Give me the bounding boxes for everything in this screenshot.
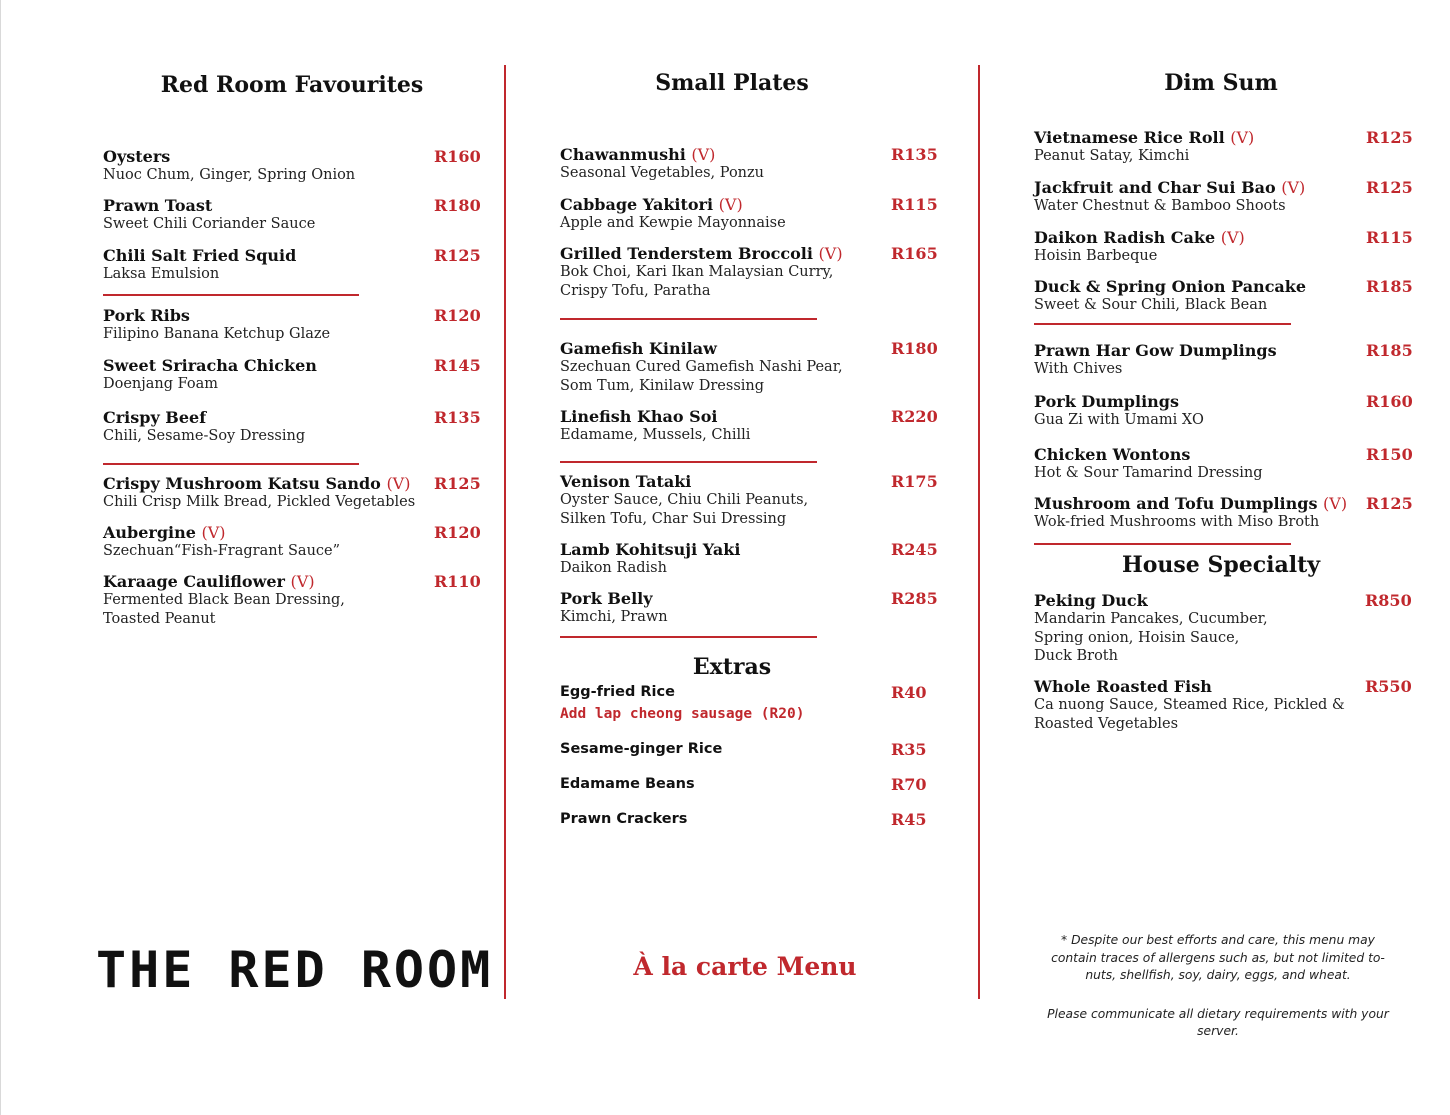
- item-price: R135: [891, 145, 938, 164]
- item-description: Duck Broth: [1034, 648, 1118, 664]
- restaurant-logo: THE RED ROOM: [96, 941, 494, 999]
- vegetarian-badge: (V): [201, 523, 226, 542]
- vegetarian-badge: (V): [1230, 128, 1255, 147]
- item-description: Sweet & Sour Chili, Black Bean: [1034, 297, 1268, 313]
- column-divider-left: [504, 65, 506, 999]
- extra-item-sesame-ginger-rice: [560, 740, 932, 759]
- page-edge: [0, 0, 1, 1115]
- section-divider: [1034, 543, 1291, 545]
- item-description: Szechuan“Fish-Fragrant Sauce”: [103, 543, 341, 559]
- item-name: Prawn Har Gow Dumplings: [1034, 341, 1277, 360]
- item-description: Chili, Sesame-Soy Dressing: [103, 428, 306, 444]
- menu-item-cabbage-yakitori: [560, 195, 938, 233]
- item-price: R550: [1365, 677, 1412, 696]
- item-price: R125: [1366, 178, 1413, 197]
- menu-item-har-gow: [1034, 341, 1413, 379]
- item-price: R145: [434, 356, 481, 375]
- menu-item-gamefish-kinilaw: [560, 339, 938, 395]
- menu-item-peking-duck: [1034, 591, 1410, 666]
- section-divider: [103, 294, 359, 296]
- item-name: Crispy Mushroom Katsu Sando: [103, 474, 381, 493]
- item-name: Grilled Tenderstem Broccoli: [560, 244, 813, 263]
- section-divider: [560, 636, 817, 638]
- item-price: R150: [1366, 445, 1413, 464]
- item-name: Peking Duck: [1034, 591, 1148, 610]
- item-price: R135: [434, 408, 481, 427]
- allergen-disclaimer: [1040, 932, 1396, 1062]
- menu-item-sriracha-chicken: [103, 356, 481, 394]
- item-price: R180: [891, 339, 938, 358]
- item-name: Egg-fried Rice: [560, 684, 675, 700]
- vegetarian-badge: (V): [290, 572, 315, 591]
- item-name: Pork Belly: [560, 589, 653, 608]
- section-divider: [560, 461, 817, 463]
- menu-item-karaage-cauliflower: [103, 572, 481, 628]
- menu-type-title: À la carte Menu: [633, 952, 857, 981]
- small-plates-title: Small Plates: [655, 70, 809, 96]
- menu-item-katsu-sando: [103, 474, 481, 512]
- dim-sum-title: Dim Sum: [1164, 70, 1278, 96]
- item-name: Vietnamese Rice Roll: [1034, 128, 1225, 147]
- item-price: R125: [1366, 494, 1413, 513]
- menu-item-vietnamese-rice-roll: [1034, 128, 1413, 166]
- vegetarian-badge: (V): [1220, 228, 1245, 247]
- item-name: Lamb Kohitsuji Yaki: [560, 540, 741, 559]
- vegetarian-badge: (V): [1281, 178, 1306, 197]
- item-description: Bok Choi, Kari Ikan Malaysian Curry,: [560, 264, 834, 280]
- menu-item-prawn-toast: [103, 196, 481, 234]
- item-price: R165: [891, 244, 938, 263]
- vegetarian-badge: (V): [718, 195, 743, 214]
- item-description: Doenjang Foam: [103, 376, 219, 392]
- menu-item-linefish-khao-soi: [560, 407, 938, 445]
- item-description: Chili Crisp Milk Bread, Pickled Vegetables: [103, 494, 416, 510]
- item-price: R850: [1365, 591, 1412, 610]
- item-price: R125: [434, 246, 481, 265]
- item-price: R245: [891, 540, 938, 559]
- item-name: Chicken Wontons: [1034, 445, 1191, 464]
- item-description: Daikon Radish: [560, 560, 667, 576]
- item-name: Prawn Crackers: [560, 811, 688, 827]
- dietary-note: Please communicate all dietary requirements with your server.: [1047, 1006, 1389, 1038]
- item-price: R185: [1366, 341, 1413, 360]
- vegetarian-badge: (V): [818, 244, 843, 263]
- item-description: Hoisin Barbeque: [1034, 248, 1158, 264]
- item-description: Hot & Sour Tamarind Dressing: [1034, 465, 1263, 481]
- item-price: R120: [434, 306, 481, 325]
- menu-item-venison-tataki: [560, 472, 938, 528]
- item-name: Linefish Khao Soi: [560, 407, 718, 426]
- menu-item-oysters: [103, 147, 481, 185]
- item-name: Duck & Spring Onion Pancake: [1034, 277, 1307, 296]
- item-description: Sweet Chili Coriander Sauce: [103, 216, 316, 232]
- item-description: Som Tum, Kinilaw Dressing: [560, 377, 765, 394]
- item-name: Mushroom and Tofu Dumplings: [1034, 494, 1318, 513]
- allergen-note: * Despite our best efforts and care, this menu may contain traces of allergens such as, but not limited to- nuts, shellfish, soy, dairy, eggs, and wheat.: [1051, 933, 1385, 982]
- item-price: R180: [434, 196, 481, 215]
- menu-item-pork-belly: [560, 589, 938, 627]
- extra-item-edamame-beans: [560, 775, 932, 794]
- item-name: Aubergine: [103, 523, 196, 542]
- item-name: Pork Ribs: [103, 306, 190, 325]
- item-price: R70: [891, 775, 927, 794]
- item-description: Peanut Satay, Kimchi: [1034, 148, 1190, 164]
- item-name: Pork Dumplings: [1034, 392, 1179, 411]
- item-description: Edamame, Mussels, Chilli: [560, 427, 751, 443]
- item-name: Edamame Beans: [560, 776, 695, 792]
- item-price: R45: [891, 810, 927, 829]
- item-price: R285: [891, 589, 938, 608]
- item-description: Spring onion, Hoisin Sauce,: [1034, 629, 1240, 646]
- menu-item-mushroom-tofu-dumplings: [1034, 494, 1413, 532]
- menu-item-daikon-radish-cake: [1034, 228, 1413, 266]
- extra-item-prawn-crackers: [560, 810, 932, 829]
- menu-item-chili-salt-squid: [103, 246, 481, 284]
- item-price: R110: [434, 572, 481, 591]
- menu-item-chawanmushi: [560, 145, 938, 183]
- menu-item-tenderstem-broccoli: [560, 244, 938, 300]
- item-price: R115: [891, 195, 938, 214]
- item-description: Gua Zi with Umami XO: [1034, 412, 1204, 428]
- item-description: Water Chestnut & Bamboo Shoots: [1034, 198, 1286, 214]
- item-description: Wok-fried Mushrooms with Miso Broth: [1034, 514, 1320, 530]
- item-description: Nuoc Chum, Ginger, Spring Onion: [103, 167, 356, 183]
- item-description: Seasonal Vegetables, Ponzu: [560, 165, 764, 181]
- item-name: Chawanmushi: [560, 145, 686, 164]
- item-name: Cabbage Yakitori: [560, 195, 714, 214]
- item-description: Fermented Black Bean Dressing,: [103, 592, 345, 608]
- item-price: R160: [1366, 392, 1413, 411]
- item-price: R175: [891, 472, 938, 491]
- extra-item-egg-fried-rice: [560, 683, 932, 722]
- menu-item-pork-dumplings: [1034, 392, 1413, 430]
- item-description: With Chives: [1034, 361, 1123, 377]
- item-description: Crispy Tofu, Paratha: [560, 282, 711, 299]
- menu-item-aubergine: [103, 523, 481, 561]
- item-price: R35: [891, 740, 927, 759]
- item-name: Sweet Sriracha Chicken: [103, 356, 317, 375]
- item-price: R185: [1366, 277, 1413, 296]
- item-description: Szechuan Cured Gamefish Nashi Pear,: [560, 359, 843, 375]
- house-specialty-title: House Specialty: [1121, 552, 1321, 578]
- menu-item-pork-ribs: [103, 306, 481, 344]
- menu-item-duck-pancake: [1034, 277, 1413, 315]
- menu-item-chicken-wontons: [1034, 445, 1413, 483]
- item-name: Crispy Beef: [103, 408, 207, 427]
- menu-item-whole-roasted-fish: [1034, 677, 1410, 733]
- section-divider: [560, 318, 817, 320]
- item-name: Sesame-ginger Rice: [560, 741, 723, 757]
- menu-item-jackfruit-bao: [1034, 178, 1413, 216]
- item-description: Toasted Peanut: [103, 610, 216, 627]
- item-price: R125: [1366, 128, 1413, 147]
- item-name: Chili Salt Fried Squid: [103, 246, 297, 265]
- item-name: Daikon Radish Cake: [1034, 228, 1216, 247]
- item-price: R115: [1366, 228, 1413, 247]
- item-description: Laksa Emulsion: [103, 266, 220, 282]
- vegetarian-badge: (V): [691, 145, 716, 164]
- item-price: R125: [434, 474, 481, 493]
- vegetarian-badge: (V): [1323, 494, 1348, 513]
- item-price: R120: [434, 523, 481, 542]
- column-divider-right: [978, 65, 980, 999]
- section-divider: [1034, 323, 1291, 325]
- item-description: Roasted Vegetables: [1034, 715, 1179, 732]
- item-description: Mandarin Pancakes, Cucumber,: [1034, 611, 1268, 627]
- item-price: R220: [891, 407, 938, 426]
- menu-item-crispy-beef: [103, 408, 481, 446]
- item-name: Karaage Cauliflower: [103, 572, 285, 591]
- item-name: Oysters: [103, 147, 171, 166]
- item-description: Oyster Sauce, Chiu Chili Peanuts,: [560, 492, 809, 508]
- item-description: Ca nuong Sauce, Steamed Rice, Pickled &: [1034, 697, 1345, 713]
- item-description: Apple and Kewpie Mayonnaise: [560, 215, 786, 231]
- item-name: Venison Tataki: [560, 472, 692, 491]
- section-divider: [103, 463, 359, 465]
- vegetarian-badge: (V): [386, 474, 411, 493]
- item-price: R160: [434, 147, 481, 166]
- item-name: Jackfruit and Char Sui Bao: [1034, 178, 1276, 197]
- item-name: Whole Roasted Fish: [1034, 677, 1212, 696]
- favourites-title: Red Room Favourites: [160, 72, 424, 98]
- item-name: Gamefish Kinilaw: [560, 339, 717, 358]
- menu-item-lamb-kohitsuji-yaki: [560, 540, 938, 578]
- item-description: Kimchi, Prawn: [560, 609, 668, 625]
- item-description: Silken Tofu, Char Sui Dressing: [560, 510, 787, 527]
- item-description: Filipino Banana Ketchup Glaze: [103, 326, 331, 342]
- extras-title: Extras: [692, 654, 772, 680]
- item-name: Prawn Toast: [103, 196, 213, 215]
- item-price: R40: [891, 683, 927, 702]
- item-addon: Add lap cheong sausage (R20): [560, 706, 805, 722]
